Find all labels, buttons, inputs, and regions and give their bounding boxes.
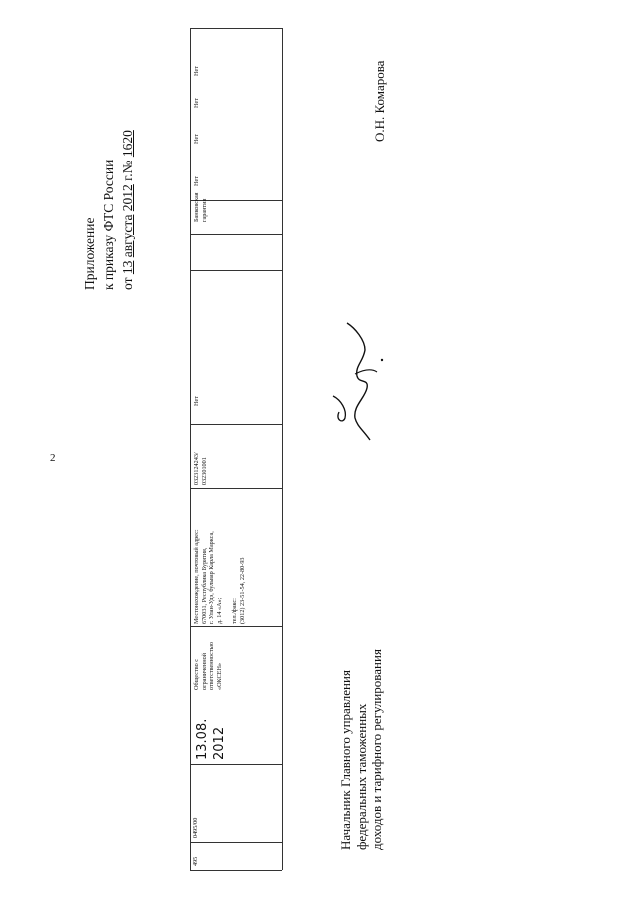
order-day: 13 <box>120 260 135 275</box>
signatory-name: О.Н. Комарова <box>372 60 387 142</box>
page-number: 2 <box>50 452 56 464</box>
cell-date <box>194 719 228 760</box>
signatory-title-line-1: Начальник Главного управления <box>338 670 353 850</box>
registry-table <box>190 28 282 870</box>
cell-address: Местонахождение, почтовый адрес: 670031, Республика Бурятия, г. Улан-Удэ, бульвар Карла Маркса, д. 14 «А»; тел./факс: (3012) 23-51-54, 22-80-93 <box>193 529 246 624</box>
cell-guarantee: Банковская гарантия <box>193 192 208 222</box>
appendix-title: Приложение <box>82 217 97 290</box>
appendix-header <box>80 120 137 290</box>
date-day-month: 13.08. <box>195 718 210 760</box>
date-year: 2012 <box>212 726 227 760</box>
cell-no-main: Нет <box>193 396 200 406</box>
date-prefix: от <box>120 277 135 290</box>
cell-row-index: 495 <box>192 856 199 866</box>
cell-inn-kpp: 0323124243/ 032301001 <box>193 452 208 485</box>
signatory-title-line-3: доходов и тарифного регулирования <box>369 649 384 850</box>
cell-no-3: Нет <box>193 98 200 108</box>
cell-code: 0495/00 <box>192 817 199 838</box>
order-reference: к приказу ФТС России <box>101 159 116 290</box>
cell-no-2: Нет <box>193 134 200 144</box>
order-number: 1620 <box>120 130 135 158</box>
signatory-title <box>338 610 385 850</box>
order-number-label: г.№ <box>120 160 135 181</box>
cell-no-4: Нет <box>193 66 200 76</box>
order-date-line <box>118 120 137 290</box>
order-year: 2012 <box>120 184 135 212</box>
cell-company: Общество с ограниченной ответственностью «ОКСЕН» <box>193 642 223 690</box>
handwritten-signature <box>325 318 395 443</box>
order-month: августа <box>120 214 135 258</box>
cell-no-1: Нет <box>193 176 200 186</box>
signatory-title-line-2: федеральных таможенных <box>353 703 369 850</box>
